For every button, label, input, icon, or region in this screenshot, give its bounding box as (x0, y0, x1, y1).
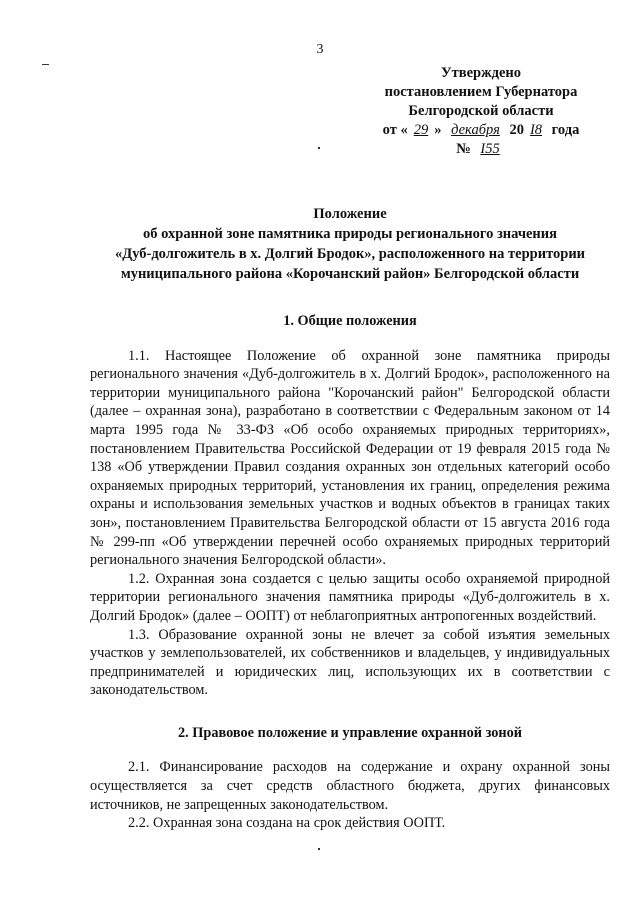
section-heading: 2. Правовое положение и управление охранной зоной (177, 724, 523, 741)
date-year: I8 (529, 122, 543, 138)
approval-stamp (356, 64, 606, 159)
paragraph: 1.2. Охранная зона создается с целью защиты особо охраняемой природной территории регионального значения памятника природы «Дуб-долгожитель в х. Долгий Бродок» (далее – ООПТ) от неблагоприятных антропогенных воздействий. (90, 570, 610, 624)
section (90, 724, 610, 833)
paragraph: 1.3. Образование охранной зоны не влечет за собой изъятия земельных участков у землепользователей, их собственников и владельцев, у индивидуальных предпринимателей и юридических лиц, использующих их в соответствии с законодательством. (90, 626, 610, 699)
document-body (90, 312, 610, 833)
title-line: Положение (313, 206, 387, 222)
title-line: муниципального района «Корочанский район» Белгородской области (120, 266, 580, 282)
scan-mark (318, 848, 320, 850)
approval-line: Белгородской области (408, 103, 554, 119)
paragraph: 2.1. Финансирование расходов на содержание и охрану охранной зоны осуществляется за счет средств областного бюджета, других финансовых источников, не запрещенных законодательством. (90, 759, 610, 813)
scan-mark (318, 147, 320, 149)
date-day: 29 (413, 122, 429, 138)
approval-line: Утверждено (441, 65, 521, 81)
date-month: декабря (451, 122, 500, 138)
approval-date (356, 121, 606, 140)
approval-line: постановлением Губернатора (384, 84, 578, 100)
year-prefix: 20 (509, 122, 524, 138)
document-title (70, 204, 630, 284)
title-line: «Дуб-долгожитель в х. Долгий Бродок», расположенного на территории (114, 246, 586, 262)
date-prefix: от « (382, 122, 408, 138)
section-heading: 1. Общие положения (283, 313, 417, 329)
document-number: I55 (480, 141, 500, 157)
title-line: об охранной зоне памятника природы регионального значения (143, 226, 557, 242)
section (90, 312, 610, 700)
page-number: 3 (316, 42, 324, 57)
number-prefix: № (456, 141, 471, 157)
paragraph: 1.1. Настоящее Положение об охранной зоне памятника природы регионального значения «Дуб-долгожитель в х. Долгий Бродок», расположенного на территории муниципального района "Корочанский район" Белгородской области (далее – охранная зона), разработано в соответствии с Федеральным законом от 14 марта 1995 года № 33-ФЗ «Об особо охраняемых природных территориях», постановлением Правительства Российской Федерации от 19 февраля 2015 года № 138 «Об утверждении Правил создания охранных зон отдельных категорий особо охраняемых природных территорий, установления их границ, определения режима охраны и использования земельных участков и водных объектов в границах таких зон», постановлением Правительства Белгородской области от 15 августа 2016 года № 299-пп «Об утверждении перечней особо охраняемых природных территорий регионального значения Белгородской области». (90, 347, 610, 569)
date-mid: » (434, 122, 442, 138)
year-suffix: года (551, 122, 580, 138)
paragraph: 2.2. Охранная зона создана на срок действия ООПТ. (128, 815, 446, 832)
scan-mark (42, 64, 49, 65)
approval-number (356, 140, 606, 159)
